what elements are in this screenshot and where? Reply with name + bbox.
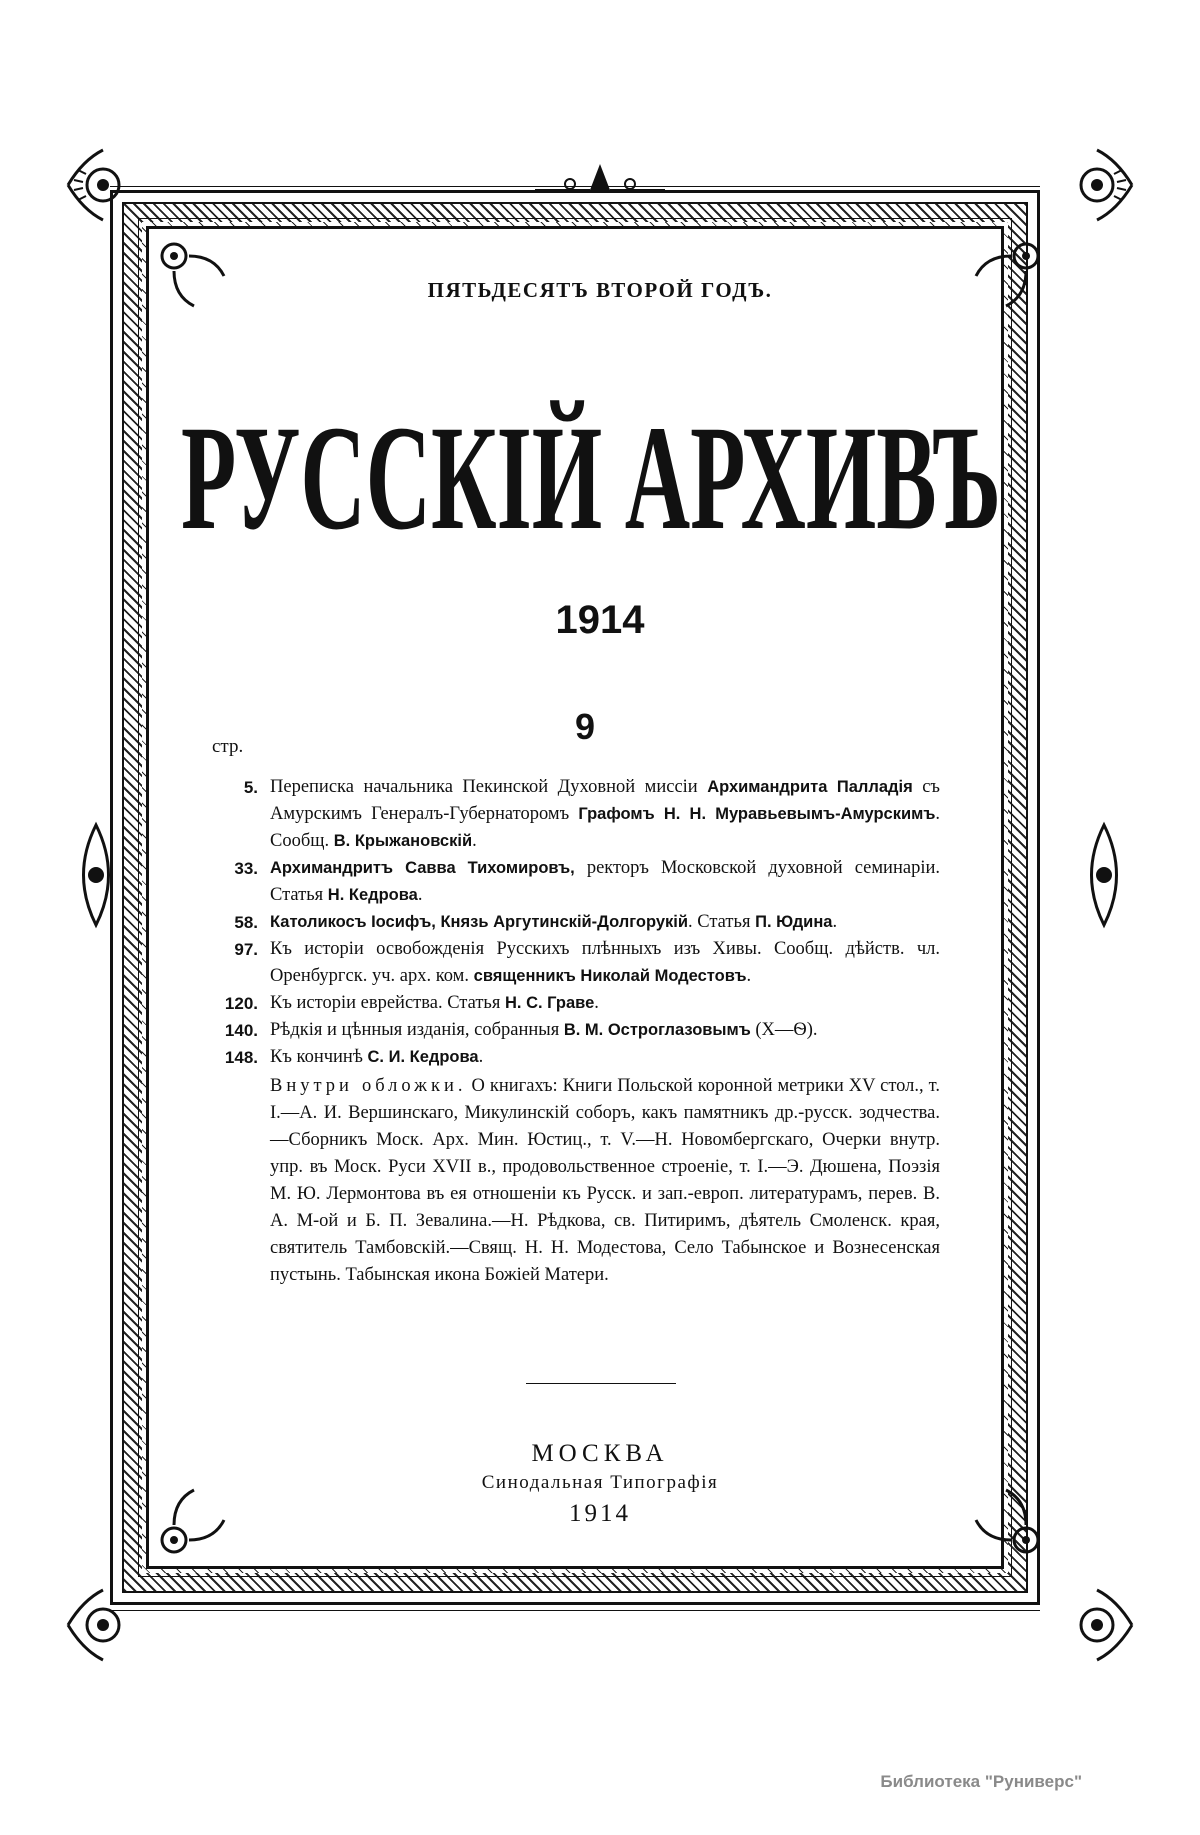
toc-page-number: 140. [224, 1021, 258, 1040]
toc-entry-text: Къ исторіи освобожденія Русскихъ плѣнныхъ изъ Хивы. Сообщ. дѣйств. чл. Оренбургск. уч. арх. ком. священникъ Николай Модестовъ. [270, 939, 940, 986]
corner-ornament-icon [58, 140, 148, 230]
toc-entry [200, 1044, 940, 1071]
toc-entry [200, 855, 940, 909]
library-watermark: Библиотека "Руниверс" [880, 1772, 1082, 1791]
separator-rule [526, 1383, 676, 1384]
toc-page-number: 33. [234, 859, 258, 878]
journal-title [176, 338, 1006, 538]
page-column-label: стр. [212, 736, 244, 757]
toc-entry-text: Архимандритъ Савва Тихомировъ, ректоръ Московской духовной семинаріи. Статья Н. Кедрова. [270, 858, 940, 905]
publication-year: 1914 [555, 598, 645, 642]
issue-number: 9 [574, 706, 596, 747]
toc-entry-text: Католикосъ Іосифъ, Князь Аргутинскій-Долгорукій. Статья П. Юдина. [270, 912, 838, 932]
cover-heading: Внутри обложки. [270, 1076, 467, 1096]
toc-entry [200, 774, 940, 855]
inner-corner-rosette-icon [966, 236, 1046, 316]
corner-ornament-icon [1052, 1580, 1142, 1670]
cover-contents-paragraph [270, 1073, 940, 1289]
top-fleuron-icon [530, 160, 670, 196]
toc-page-number: 120. [224, 994, 258, 1013]
imprint-city: МОСКВА [531, 1440, 669, 1467]
toc-page-number: 97. [234, 940, 258, 959]
toc-entry [200, 909, 940, 936]
side-ornament-icon [1074, 820, 1134, 930]
toc-entry-text: Къ исторіи еврейства. Статья Н. С. Граве. [270, 993, 599, 1013]
series-line: ПЯТЬДЕСЯТЪ ВТОРОЙ ГОДЪ. [427, 278, 773, 302]
toc-entry-text: Къ кончинѣ С. И. Кедрова. [270, 1047, 484, 1067]
cover-text: О книгахъ: Книги Польской коронной метрики XV стол., т. I.—А. И. Вершинскаго, Микулинскій соборъ, какъ памятникъ др.-русск. зодчества.—Сборникъ Моск. Арх. Мин. Юстиц., т. V.—Н. Новомбергскаго, Очерки внутр. упр. въ Моск. Руси XVII в., продовольственное строеніе, т. I.—Э. Дюшена, Поэзія М. Ю. Лермонтова въ ея отношеніи къ Русск. и зап.-европ. литературамъ, перев. В. А. М-ой и Б. П. Зевалина.—Н. Рѣдкова, св. Питиримъ, дѣятель Смоленск. края, святитель Тамбовскій.—Свящ. Н. Н. Модестова, Село Табынское и Вознесенская пустынь. Табынская икона Божіей Матери. [270, 1076, 940, 1285]
toc-entry [200, 936, 940, 990]
corner-ornament-icon [58, 1580, 148, 1670]
toc-entry [200, 990, 940, 1017]
svg-text:РУССКІЙ АРХИВЪ: РУССКІЙ АРХИВЪ [181, 395, 1001, 538]
toc-page-number: 58. [234, 913, 258, 932]
toc-entry-text: Переписка начальника Пекинской Духовной миссіи Архимандрита Палладія съ Амурскимъ Генералъ-Губернаторомъ Графомъ Н. Н. Муравьевымъ-Амурскимъ. Сообщ. В. Крыжановскій. [270, 777, 940, 851]
corner-ornament-icon [1052, 140, 1142, 230]
table-of-contents [200, 774, 940, 1289]
imprint-year: 1914 [569, 1500, 631, 1527]
toc-page-number: 5. [243, 778, 258, 797]
toc-entry [200, 1017, 940, 1044]
inner-corner-rosette-icon [154, 236, 234, 316]
side-ornament-icon [66, 820, 126, 930]
toc-entry-text: Рѣдкія и цѣнныя изданія, собранныя В. М. Остроглазовымъ (Х—Ѳ). [270, 1020, 818, 1040]
toc-page-number: 148. [224, 1048, 258, 1067]
imprint-press: Синодальная Типографія [481, 1472, 719, 1493]
frame-bottom-rule [110, 1610, 1040, 1612]
